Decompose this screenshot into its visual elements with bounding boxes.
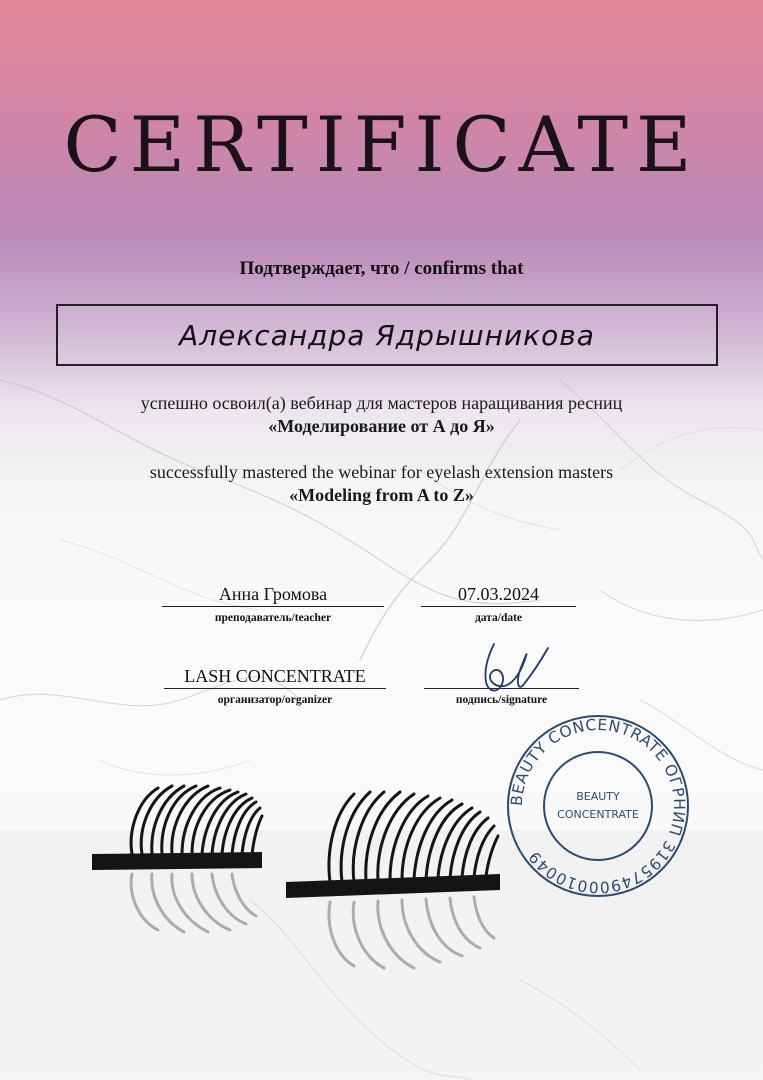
teacher-name: Анна Громова bbox=[218, 584, 328, 604]
handwritten-signature bbox=[464, 636, 554, 700]
svg-text:BEAUTY CONCENTRATE ОГРНИП 3195 bbox=[508, 716, 688, 896]
ru-description: успешно освоил(а) вебинар для мастеров наращивания ресниц bbox=[140, 393, 623, 413]
en-course-title: «Modeling from A to Z» bbox=[289, 485, 474, 505]
date-field bbox=[421, 582, 576, 624]
stamp-ring-text: BEAUTY CONCENTRATE ОГРНИП 319574900010049 bbox=[507, 715, 689, 897]
ru-course-title: «Моделирование от А до Я» bbox=[268, 416, 495, 436]
en-description: successfully mastered the webinar for eyelash extension masters bbox=[149, 462, 614, 482]
recipient-name: Александра Ядрышникова bbox=[179, 318, 595, 352]
organizer-caption: организатор/organizer bbox=[217, 694, 333, 706]
stamp-center-line2: CONCENTRATE bbox=[557, 808, 639, 821]
teacher-underline bbox=[162, 606, 384, 607]
organizer-name: LASH CONCENTRATE bbox=[184, 666, 366, 686]
teacher-caption: преподаватель/teacher bbox=[214, 612, 332, 624]
company-seal-stamp bbox=[504, 712, 692, 900]
certificate-title: CERTIFICATE bbox=[63, 100, 700, 189]
date-value: 07.03.2024 bbox=[458, 584, 539, 604]
signature-caption: подпись/signature bbox=[455, 694, 548, 706]
confirms-heading: Подтверждает, что / confirms that bbox=[239, 258, 524, 279]
teacher-field bbox=[162, 582, 384, 624]
organizer-underline bbox=[164, 688, 386, 689]
date-caption: дата/date bbox=[474, 612, 523, 624]
stamp-center-line1: BEAUTY bbox=[576, 790, 620, 803]
date-underline bbox=[421, 606, 576, 607]
organizer-field bbox=[164, 664, 386, 706]
recipient-name-box bbox=[56, 304, 718, 366]
